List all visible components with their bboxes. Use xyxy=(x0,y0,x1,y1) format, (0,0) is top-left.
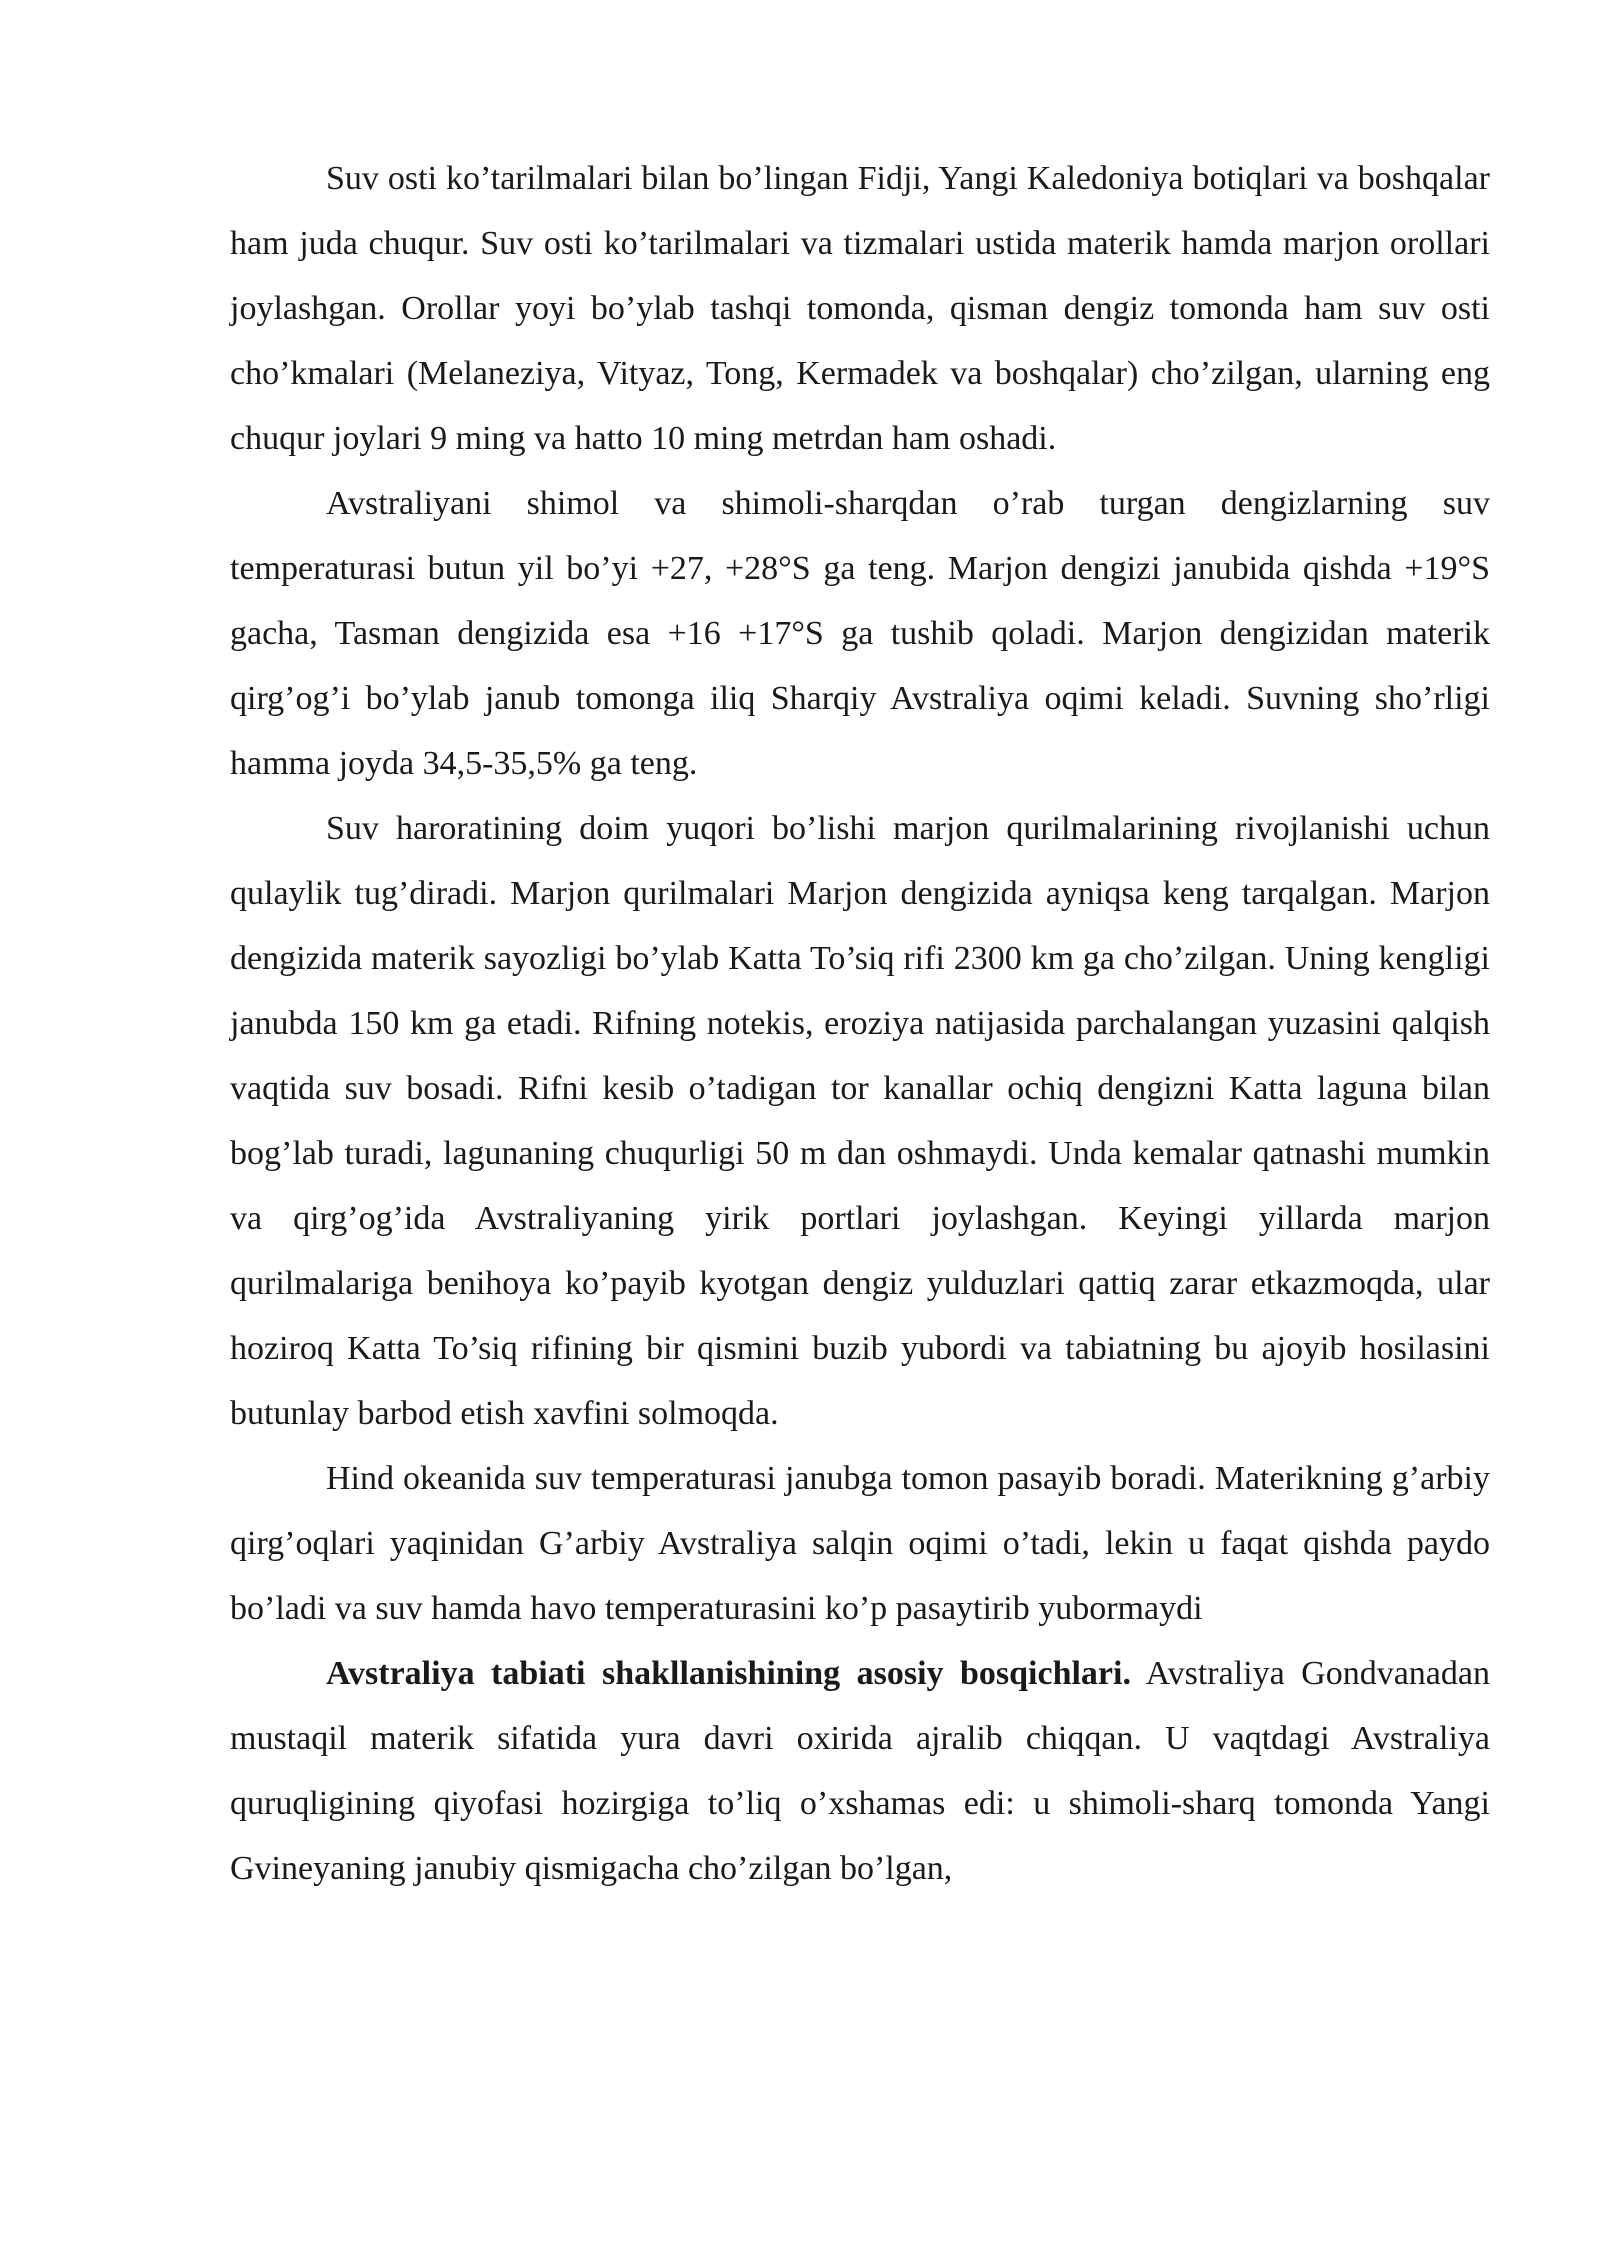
paragraph-2: Avstraliyani shimol va shimoli-sharqdan o’rab turgan dengizlarning suv temperaturasi butun yil bo’yi +27, +28°S ga teng. Marjon dengizi janubida qishda +19°S gacha, Tasman dengizida esa +16 +17°S ga tushib qoladi. Marjon dengizidan materik qirg’og’i bo’ylab janub tomonga iliq Sharqiy Avstraliya oqimi keladi. Suvning sho’rligi hamma joyda 34,5-35,5% ga teng. xyxy=(230,485,1490,782)
paragraph-4: Hind okeanida suv temperaturasi janubga tomon pasayib boradi. Materikning g’arbiy qirg’oqlari yaqinidan G’arbiy Avstraliya salqin oqimi o’tadi, lekin u faqat qishda paydo bo’ladi va suv hamda havo temperaturasini ko’p pasaytirib yubormaydi xyxy=(230,1460,1490,1627)
document-page xyxy=(230,146,1490,1901)
paragraph-1: Suv osti ko’tarilmalari bilan bo’lingan Fidji, Yangi Kaledoniya botiqlari va boshqalar ham juda chuqur. Suv osti ko’tarilmalari va tizmalari ustida materik hamda marjon orollari joylashgan. Orollar yoyi bo’ylab tashqi tomonda, qisman dengiz tomonda ham suv osti cho’kmalari (Melaneziya, Vityaz, Tong, Kermadek va boshqalar) cho’zilgan, ularning eng chuqur joylari 9 ming va hatto 10 ming metrdan ham oshadi. xyxy=(230,160,1490,457)
paragraph-5-text: Avstraliya Gondvanadan mustaqil materik sifatida yura davri oxirida ajralib chiqqan. U vaqtdagi Avstraliya quruqligining qiyofasi hozirgiga to’liq o’xshamas edi: u shimoli-sharq tomonda Yangi Gvineyaning janubiy qismigacha cho’zilgan bo’lgan, xyxy=(230,1655,1490,1887)
paragraph-3: Suv haroratining doim yuqori bo’lishi marjon qurilmalarining rivojlanishi uchun qulaylik tug’diradi. Marjon qurilmalari Marjon dengizida ayniqsa keng tarqalgan. Marjon dengizida materik sayozligi bo’ylab Katta To’siq rifi 2300 km ga cho’zilgan. Uning kengligi janubda 150 km ga etadi. Rifning notekis, eroziya natijasida parchalangan yuzasini qalqish vaqtida suv bosadi. Rifni kesib o’tadigan tor kanallar ochiq dengizni Katta laguna bilan bog’lab turadi, lagunaning chuqurligi 50 m dan oshmaydi. Unda kemalar qatnashi mumkin va qirg’og’ida Avstraliyaning yirik portlari joylashgan. Keyingi yillarda marjon qurilmalariga benihoya ko’payib kyotgan dengiz yulduzlari qattiq zarar etkazmoqda, ular hoziroq Katta To’siq rifining bir qismini buzib yubordi va tabiatning bu ajoyib hosilasini butunlay barbod etish xavfini solmoqda. xyxy=(230,810,1490,1432)
section-heading: Avstraliya tabiati shakllanishining asosiy bosqichlari. xyxy=(326,1655,1131,1692)
paragraph-5 xyxy=(230,1641,1490,1901)
